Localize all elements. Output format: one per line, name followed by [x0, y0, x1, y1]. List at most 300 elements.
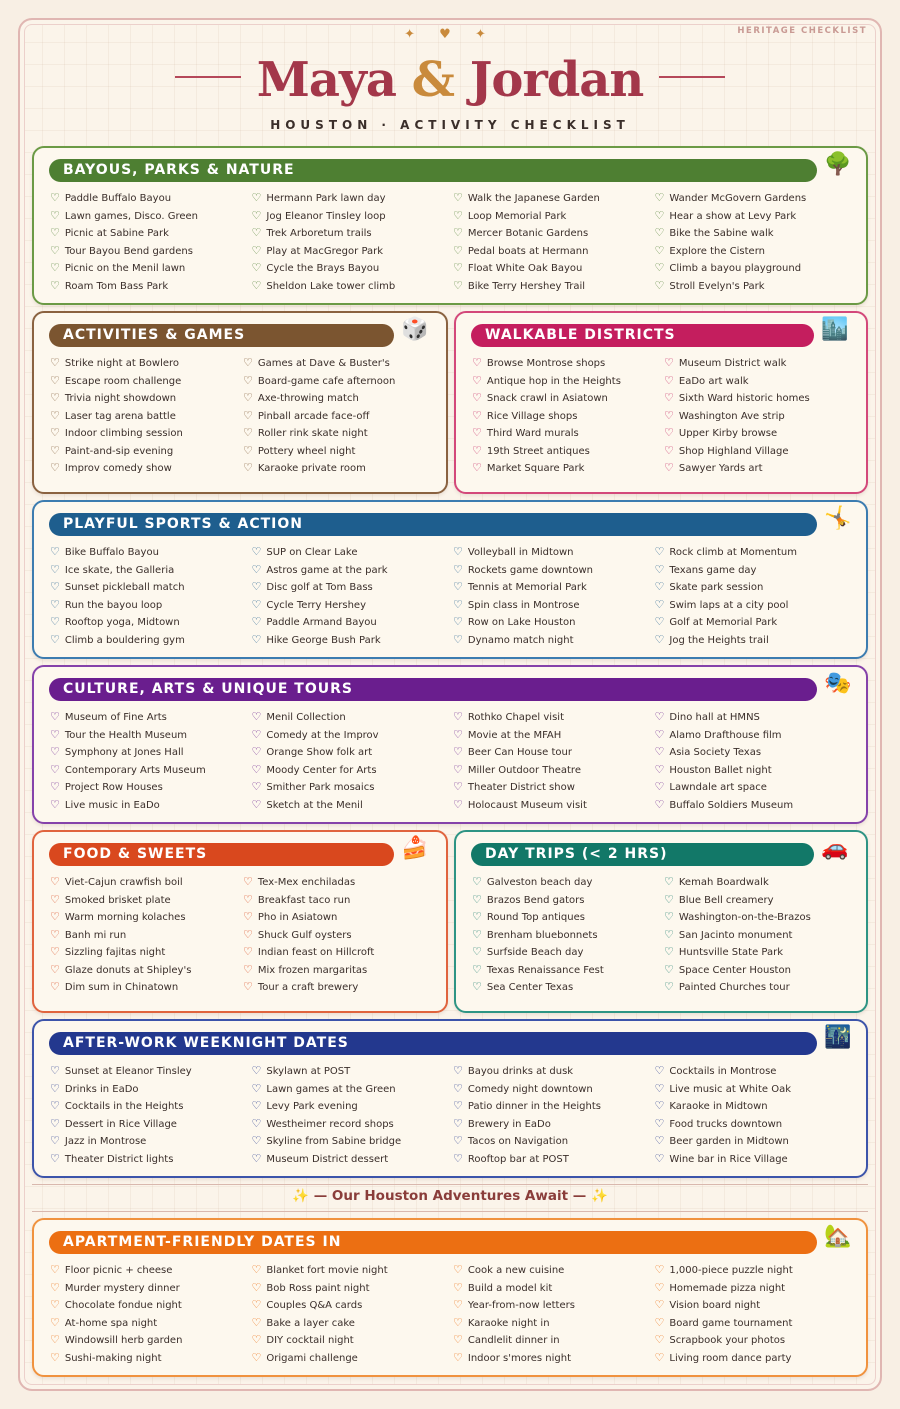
checklist-item[interactable]: [655, 1115, 857, 1133]
checklist-item[interactable]: [50, 442, 243, 460]
heart-checkbox-icon[interactable]: ♡: [453, 580, 463, 593]
checklist-item[interactable]: [252, 242, 454, 260]
heart-checkbox-icon[interactable]: ♡: [654, 780, 665, 793]
checklist-item[interactable]: [453, 207, 655, 225]
heart-checkbox-icon[interactable]: ♡: [472, 980, 482, 993]
checklist-item[interactable]: [453, 1062, 655, 1080]
checklist-item[interactable]: [50, 1115, 252, 1133]
heart-checkbox-icon[interactable]: ♡: [664, 910, 674, 923]
checklist-item[interactable]: [252, 761, 454, 779]
heart-checkbox-icon[interactable]: ♡: [251, 745, 262, 758]
checklist-item[interactable]: [50, 943, 243, 961]
checklist-item[interactable]: [453, 224, 655, 242]
heart-checkbox-icon[interactable]: ♡: [453, 1134, 463, 1147]
checklist-item[interactable]: [453, 596, 655, 614]
checklist-item[interactable]: [252, 277, 454, 295]
heart-checkbox-icon[interactable]: ♡: [50, 261, 60, 274]
checklist-item[interactable]: [664, 961, 856, 979]
heart-checkbox-icon[interactable]: ♡: [453, 762, 463, 776]
heart-checkbox-icon[interactable]: ♡: [654, 278, 665, 292]
heart-checkbox-icon[interactable]: ♡: [50, 632, 60, 646]
checklist-item[interactable]: [50, 796, 252, 814]
heart-checkbox-icon[interactable]: ♡: [50, 545, 60, 558]
checklist-item[interactable]: [252, 1296, 454, 1314]
checklist-item[interactable]: [243, 978, 436, 996]
checklist-item[interactable]: [453, 631, 655, 649]
checklist-item[interactable]: [664, 873, 856, 891]
checklist-item[interactable]: [252, 561, 454, 579]
heart-checkbox-icon[interactable]: ♡: [664, 962, 674, 976]
checklist-item[interactable]: [50, 224, 252, 242]
heart-checkbox-icon[interactable]: ♡: [50, 927, 60, 941]
heart-checkbox-icon[interactable]: ♡: [453, 261, 463, 274]
heart-checkbox-icon[interactable]: ♡: [654, 226, 665, 239]
checklist-item[interactable]: [252, 1261, 454, 1279]
heart-checkbox-icon[interactable]: ♡: [50, 373, 60, 387]
checklist-item[interactable]: [664, 908, 856, 926]
checklist-item[interactable]: [472, 873, 664, 891]
heart-checkbox-icon[interactable]: ♡: [50, 597, 60, 611]
checklist-item[interactable]: [472, 354, 664, 372]
heart-checkbox-icon[interactable]: ♡: [251, 615, 262, 628]
heart-checkbox-icon[interactable]: ♡: [453, 1081, 463, 1095]
checklist-item[interactable]: [453, 708, 655, 726]
checklist-item[interactable]: [252, 796, 454, 814]
heart-checkbox-icon[interactable]: ♡: [664, 892, 674, 906]
heart-checkbox-icon[interactable]: ♡: [453, 1151, 463, 1165]
heart-checkbox-icon[interactable]: ♡: [50, 745, 60, 758]
checklist-item[interactable]: [252, 1115, 454, 1133]
checklist-item[interactable]: [472, 389, 664, 407]
checklist-item[interactable]: [50, 631, 252, 649]
checklist-item[interactable]: [655, 796, 857, 814]
heart-checkbox-icon[interactable]: ♡: [251, 1064, 262, 1077]
checklist-item[interactable]: [243, 442, 436, 460]
heart-checkbox-icon[interactable]: ♡: [664, 443, 674, 457]
checklist-item[interactable]: [655, 631, 857, 649]
heart-checkbox-icon[interactable]: ♡: [654, 615, 665, 628]
heart-checkbox-icon[interactable]: ♡: [251, 261, 262, 274]
checklist-item[interactable]: [664, 891, 856, 909]
checklist-item[interactable]: [655, 778, 857, 796]
checklist-item[interactable]: [472, 407, 664, 425]
heart-checkbox-icon[interactable]: ♡: [453, 1298, 463, 1311]
heart-checkbox-icon[interactable]: ♡: [472, 426, 482, 439]
heart-checkbox-icon[interactable]: ♡: [453, 1280, 463, 1294]
heart-checkbox-icon[interactable]: ♡: [243, 962, 253, 976]
checklist-item[interactable]: [664, 442, 856, 460]
checklist-item[interactable]: [50, 259, 252, 277]
checklist-item[interactable]: [453, 1296, 655, 1314]
checklist-item[interactable]: [664, 943, 856, 961]
heart-checkbox-icon[interactable]: ♡: [50, 1134, 60, 1147]
heart-checkbox-icon[interactable]: ♡: [664, 461, 674, 474]
checklist-item[interactable]: [252, 1349, 454, 1367]
checklist-item[interactable]: [655, 207, 857, 225]
heart-checkbox-icon[interactable]: ♡: [453, 226, 463, 239]
heart-checkbox-icon[interactable]: ♡: [654, 632, 665, 646]
checklist-item[interactable]: [50, 908, 243, 926]
heart-checkbox-icon[interactable]: ♡: [50, 797, 60, 811]
heart-checkbox-icon[interactable]: ♡: [50, 1350, 60, 1364]
checklist-item[interactable]: [655, 726, 857, 744]
heart-checkbox-icon[interactable]: ♡: [664, 408, 674, 422]
checklist-item[interactable]: [50, 578, 252, 596]
checklist-item[interactable]: [50, 1150, 252, 1168]
checklist-item[interactable]: [243, 424, 436, 442]
checklist-item[interactable]: [453, 578, 655, 596]
checklist-item[interactable]: [243, 372, 436, 390]
checklist-item[interactable]: [50, 961, 243, 979]
checklist-item[interactable]: [50, 424, 243, 442]
checklist-item[interactable]: [50, 277, 252, 295]
heart-checkbox-icon[interactable]: ♡: [50, 562, 60, 576]
checklist-item[interactable]: [252, 596, 454, 614]
checklist-item[interactable]: [472, 961, 664, 979]
checklist-item[interactable]: [664, 978, 856, 996]
checklist-item[interactable]: [50, 613, 252, 631]
heart-checkbox-icon[interactable]: ♡: [654, 191, 665, 204]
checklist-item[interactable]: [252, 708, 454, 726]
checklist-item[interactable]: [655, 561, 857, 579]
checklist-item[interactable]: [252, 1132, 454, 1150]
heart-checkbox-icon[interactable]: ♡: [251, 208, 262, 222]
heart-checkbox-icon[interactable]: ♡: [664, 426, 674, 439]
heart-checkbox-icon[interactable]: ♡: [453, 1116, 463, 1130]
checklist-item[interactable]: [243, 961, 436, 979]
checklist-item[interactable]: [453, 761, 655, 779]
checklist-item[interactable]: [655, 259, 857, 277]
checklist-item[interactable]: [50, 1314, 252, 1332]
checklist-item[interactable]: [243, 873, 436, 891]
heart-checkbox-icon[interactable]: ♡: [664, 356, 674, 369]
heart-checkbox-icon[interactable]: ♡: [654, 1134, 665, 1147]
checklist-item[interactable]: [50, 761, 252, 779]
checklist-item[interactable]: [655, 277, 857, 295]
heart-checkbox-icon[interactable]: ♡: [654, 1151, 665, 1165]
heart-checkbox-icon[interactable]: ♡: [654, 710, 665, 723]
checklist-item[interactable]: [453, 259, 655, 277]
checklist-item[interactable]: [655, 1314, 857, 1332]
heart-checkbox-icon[interactable]: ♡: [654, 1315, 665, 1329]
heart-checkbox-icon[interactable]: ♡: [50, 278, 60, 292]
heart-checkbox-icon[interactable]: ♡: [654, 1263, 665, 1276]
heart-checkbox-icon[interactable]: ♡: [453, 615, 463, 628]
heart-checkbox-icon[interactable]: ♡: [453, 1333, 463, 1346]
heart-checkbox-icon[interactable]: ♡: [50, 780, 60, 793]
checklist-item[interactable]: [453, 543, 655, 561]
heart-checkbox-icon[interactable]: ♡: [50, 892, 60, 906]
checklist-item[interactable]: [50, 1062, 252, 1080]
heart-checkbox-icon[interactable]: ♡: [453, 1315, 463, 1329]
heart-checkbox-icon[interactable]: ♡: [251, 1315, 262, 1329]
heart-checkbox-icon[interactable]: ♡: [251, 1298, 262, 1311]
heart-checkbox-icon[interactable]: ♡: [50, 910, 60, 923]
checklist-item[interactable]: [50, 407, 243, 425]
heart-checkbox-icon[interactable]: ♡: [251, 243, 262, 257]
heart-checkbox-icon[interactable]: ♡: [50, 1064, 60, 1077]
checklist-item[interactable]: [655, 224, 857, 242]
heart-checkbox-icon[interactable]: ♡: [243, 945, 253, 958]
checklist-item[interactable]: [472, 459, 664, 477]
checklist-item[interactable]: [50, 873, 243, 891]
checklist-item[interactable]: [50, 926, 243, 944]
checklist-item[interactable]: [664, 459, 856, 477]
heart-checkbox-icon[interactable]: ♡: [50, 980, 60, 993]
heart-checkbox-icon[interactable]: ♡: [50, 945, 60, 958]
checklist-item[interactable]: [453, 743, 655, 761]
heart-checkbox-icon[interactable]: ♡: [50, 191, 60, 204]
heart-checkbox-icon[interactable]: ♡: [654, 1280, 665, 1294]
heart-checkbox-icon[interactable]: ♡: [472, 892, 482, 906]
checklist-item[interactable]: [50, 207, 252, 225]
checklist-item[interactable]: [243, 389, 436, 407]
heart-checkbox-icon[interactable]: ♡: [472, 356, 482, 369]
heart-checkbox-icon[interactable]: ♡: [251, 727, 262, 741]
heart-checkbox-icon[interactable]: ♡: [50, 962, 60, 976]
heart-checkbox-icon[interactable]: ♡: [243, 408, 253, 422]
heart-checkbox-icon[interactable]: ♡: [243, 980, 253, 993]
checklist-item[interactable]: [252, 1314, 454, 1332]
heart-checkbox-icon[interactable]: ♡: [472, 927, 482, 941]
heart-checkbox-icon[interactable]: ♡: [472, 408, 482, 422]
checklist-item[interactable]: [50, 1261, 252, 1279]
heart-checkbox-icon[interactable]: ♡: [243, 461, 253, 474]
heart-checkbox-icon[interactable]: ♡: [50, 615, 60, 628]
heart-checkbox-icon[interactable]: ♡: [50, 391, 60, 404]
checklist-item[interactable]: [252, 1097, 454, 1115]
heart-checkbox-icon[interactable]: ♡: [243, 356, 253, 369]
heart-checkbox-icon[interactable]: ♡: [251, 278, 262, 292]
checklist-item[interactable]: [472, 926, 664, 944]
checklist-item[interactable]: [453, 561, 655, 579]
checklist-item[interactable]: [655, 1097, 857, 1115]
checklist-item[interactable]: [472, 372, 664, 390]
checklist-item[interactable]: [50, 1331, 252, 1349]
checklist-item[interactable]: [655, 1261, 857, 1279]
heart-checkbox-icon[interactable]: ♡: [654, 1298, 665, 1311]
heart-checkbox-icon[interactable]: ♡: [654, 762, 665, 776]
checklist-item[interactable]: [243, 891, 436, 909]
checklist-item[interactable]: [453, 1331, 655, 1349]
checklist-item[interactable]: [472, 442, 664, 460]
checklist-item[interactable]: [252, 207, 454, 225]
heart-checkbox-icon[interactable]: ♡: [654, 797, 665, 811]
checklist-item[interactable]: [243, 459, 436, 477]
checklist-item[interactable]: [453, 1115, 655, 1133]
checklist-item[interactable]: [50, 189, 252, 207]
checklist-item[interactable]: [655, 578, 857, 596]
heart-checkbox-icon[interactable]: ♡: [50, 208, 60, 222]
checklist-item[interactable]: [655, 1132, 857, 1150]
checklist-item[interactable]: [655, 189, 857, 207]
checklist-item[interactable]: [50, 354, 243, 372]
heart-checkbox-icon[interactable]: ♡: [654, 597, 665, 611]
checklist-item[interactable]: [252, 1062, 454, 1080]
checklist-item[interactable]: [50, 561, 252, 579]
heart-checkbox-icon[interactable]: ♡: [664, 391, 674, 404]
checklist-item[interactable]: [655, 242, 857, 260]
heart-checkbox-icon[interactable]: ♡: [654, 1350, 665, 1364]
heart-checkbox-icon[interactable]: ♡: [472, 962, 482, 976]
checklist-item[interactable]: [453, 1097, 655, 1115]
checklist-item[interactable]: [252, 1331, 454, 1349]
checklist-item[interactable]: [453, 1349, 655, 1367]
checklist-item[interactable]: [655, 1080, 857, 1098]
checklist-item[interactable]: [655, 596, 857, 614]
checklist-item[interactable]: [252, 631, 454, 649]
checklist-item[interactable]: [252, 578, 454, 596]
heart-checkbox-icon[interactable]: ♡: [472, 391, 482, 404]
checklist-item[interactable]: [243, 407, 436, 425]
checklist-item[interactable]: [252, 1150, 454, 1168]
heart-checkbox-icon[interactable]: ♡: [50, 443, 60, 457]
checklist-item[interactable]: [655, 743, 857, 761]
heart-checkbox-icon[interactable]: ♡: [251, 1151, 262, 1165]
heart-checkbox-icon[interactable]: ♡: [251, 1263, 262, 1276]
heart-checkbox-icon[interactable]: ♡: [654, 243, 665, 257]
heart-checkbox-icon[interactable]: ♡: [453, 243, 463, 257]
heart-checkbox-icon[interactable]: ♡: [453, 562, 463, 576]
heart-checkbox-icon[interactable]: ♡: [654, 745, 665, 758]
checklist-item[interactable]: [50, 389, 243, 407]
heart-checkbox-icon[interactable]: ♡: [453, 191, 463, 204]
checklist-item[interactable]: [655, 1062, 857, 1080]
checklist-item[interactable]: [453, 277, 655, 295]
heart-checkbox-icon[interactable]: ♡: [453, 1350, 463, 1364]
heart-checkbox-icon[interactable]: ♡: [50, 1116, 60, 1130]
checklist-item[interactable]: [453, 1314, 655, 1332]
heart-checkbox-icon[interactable]: ♡: [50, 426, 60, 439]
checklist-item[interactable]: [50, 372, 243, 390]
heart-checkbox-icon[interactable]: ♡: [50, 226, 60, 239]
heart-checkbox-icon[interactable]: ♡: [654, 727, 665, 741]
checklist-item[interactable]: [655, 761, 857, 779]
checklist-item[interactable]: [453, 1279, 655, 1297]
heart-checkbox-icon[interactable]: ♡: [664, 875, 674, 888]
checklist-item[interactable]: [655, 1150, 857, 1168]
checklist-item[interactable]: [472, 891, 664, 909]
checklist-item[interactable]: [252, 778, 454, 796]
checklist-item[interactable]: [655, 1279, 857, 1297]
heart-checkbox-icon[interactable]: ♡: [251, 1333, 262, 1346]
heart-checkbox-icon[interactable]: ♡: [50, 1099, 60, 1112]
heart-checkbox-icon[interactable]: ♡: [251, 1134, 262, 1147]
heart-checkbox-icon[interactable]: ♡: [654, 1099, 665, 1112]
heart-checkbox-icon[interactable]: ♡: [251, 797, 262, 811]
checklist-item[interactable]: [252, 613, 454, 631]
checklist-item[interactable]: [50, 778, 252, 796]
checklist-item[interactable]: [453, 613, 655, 631]
heart-checkbox-icon[interactable]: ♡: [243, 426, 253, 439]
checklist-item[interactable]: [50, 743, 252, 761]
checklist-item[interactable]: [50, 1097, 252, 1115]
checklist-item[interactable]: [50, 1279, 252, 1297]
heart-checkbox-icon[interactable]: ♡: [50, 762, 60, 776]
checklist-item[interactable]: [50, 978, 243, 996]
checklist-item[interactable]: [664, 926, 856, 944]
heart-checkbox-icon[interactable]: ♡: [453, 797, 463, 811]
heart-checkbox-icon[interactable]: ♡: [472, 373, 482, 387]
heart-checkbox-icon[interactable]: ♡: [251, 1099, 262, 1112]
heart-checkbox-icon[interactable]: ♡: [251, 545, 262, 558]
heart-checkbox-icon[interactable]: ♡: [654, 562, 665, 576]
heart-checkbox-icon[interactable]: ♡: [251, 191, 262, 204]
heart-checkbox-icon[interactable]: ♡: [472, 945, 482, 958]
checklist-item[interactable]: [50, 891, 243, 909]
checklist-item[interactable]: [655, 1349, 857, 1367]
checklist-item[interactable]: [453, 778, 655, 796]
checklist-item[interactable]: [655, 1331, 857, 1349]
heart-checkbox-icon[interactable]: ♡: [664, 980, 674, 993]
heart-checkbox-icon[interactable]: ♡: [50, 408, 60, 422]
heart-checkbox-icon[interactable]: ♡: [50, 1333, 60, 1346]
checklist-item[interactable]: [252, 189, 454, 207]
heart-checkbox-icon[interactable]: ♡: [251, 710, 262, 723]
heart-checkbox-icon[interactable]: ♡: [251, 597, 262, 611]
heart-checkbox-icon[interactable]: ♡: [453, 1263, 463, 1276]
checklist-item[interactable]: [453, 726, 655, 744]
checklist-item[interactable]: [50, 1080, 252, 1098]
checklist-item[interactable]: [472, 978, 664, 996]
checklist-item[interactable]: [655, 1296, 857, 1314]
checklist-item[interactable]: [453, 1080, 655, 1098]
heart-checkbox-icon[interactable]: ♡: [664, 927, 674, 941]
heart-checkbox-icon[interactable]: ♡: [50, 356, 60, 369]
heart-checkbox-icon[interactable]: ♡: [472, 443, 482, 457]
checklist-item[interactable]: [655, 708, 857, 726]
heart-checkbox-icon[interactable]: ♡: [453, 745, 463, 758]
heart-checkbox-icon[interactable]: ♡: [251, 780, 262, 793]
checklist-item[interactable]: [50, 459, 243, 477]
checklist-item[interactable]: [243, 943, 436, 961]
heart-checkbox-icon[interactable]: ♡: [472, 461, 482, 474]
heart-checkbox-icon[interactable]: ♡: [50, 1263, 60, 1276]
heart-checkbox-icon[interactable]: ♡: [243, 927, 253, 941]
checklist-item[interactable]: [50, 242, 252, 260]
checklist-item[interactable]: [252, 726, 454, 744]
heart-checkbox-icon[interactable]: ♡: [50, 1081, 60, 1095]
heart-checkbox-icon[interactable]: ♡: [472, 910, 482, 923]
heart-checkbox-icon[interactable]: ♡: [50, 580, 60, 593]
checklist-item[interactable]: [453, 796, 655, 814]
heart-checkbox-icon[interactable]: ♡: [251, 632, 262, 646]
checklist-item[interactable]: [664, 372, 856, 390]
checklist-item[interactable]: [252, 743, 454, 761]
checklist-item[interactable]: [472, 943, 664, 961]
heart-checkbox-icon[interactable]: ♡: [243, 910, 253, 923]
heart-checkbox-icon[interactable]: ♡: [453, 208, 463, 222]
heart-checkbox-icon[interactable]: ♡: [50, 1280, 60, 1294]
heart-checkbox-icon[interactable]: ♡: [50, 1315, 60, 1329]
heart-checkbox-icon[interactable]: ♡: [251, 1280, 262, 1294]
checklist-item[interactable]: [50, 1296, 252, 1314]
heart-checkbox-icon[interactable]: ♡: [453, 780, 463, 793]
heart-checkbox-icon[interactable]: ♡: [243, 443, 253, 457]
heart-checkbox-icon[interactable]: ♡: [50, 727, 60, 741]
checklist-item[interactable]: [664, 354, 856, 372]
checklist-item[interactable]: [50, 1132, 252, 1150]
heart-checkbox-icon[interactable]: ♡: [453, 710, 463, 723]
heart-checkbox-icon[interactable]: ♡: [243, 892, 253, 906]
heart-checkbox-icon[interactable]: ♡: [654, 1116, 665, 1130]
checklist-item[interactable]: [50, 543, 252, 561]
heart-checkbox-icon[interactable]: ♡: [243, 373, 253, 387]
checklist-item[interactable]: [252, 543, 454, 561]
heart-checkbox-icon[interactable]: ♡: [251, 1081, 262, 1095]
checklist-item[interactable]: [252, 259, 454, 277]
checklist-item[interactable]: [664, 407, 856, 425]
